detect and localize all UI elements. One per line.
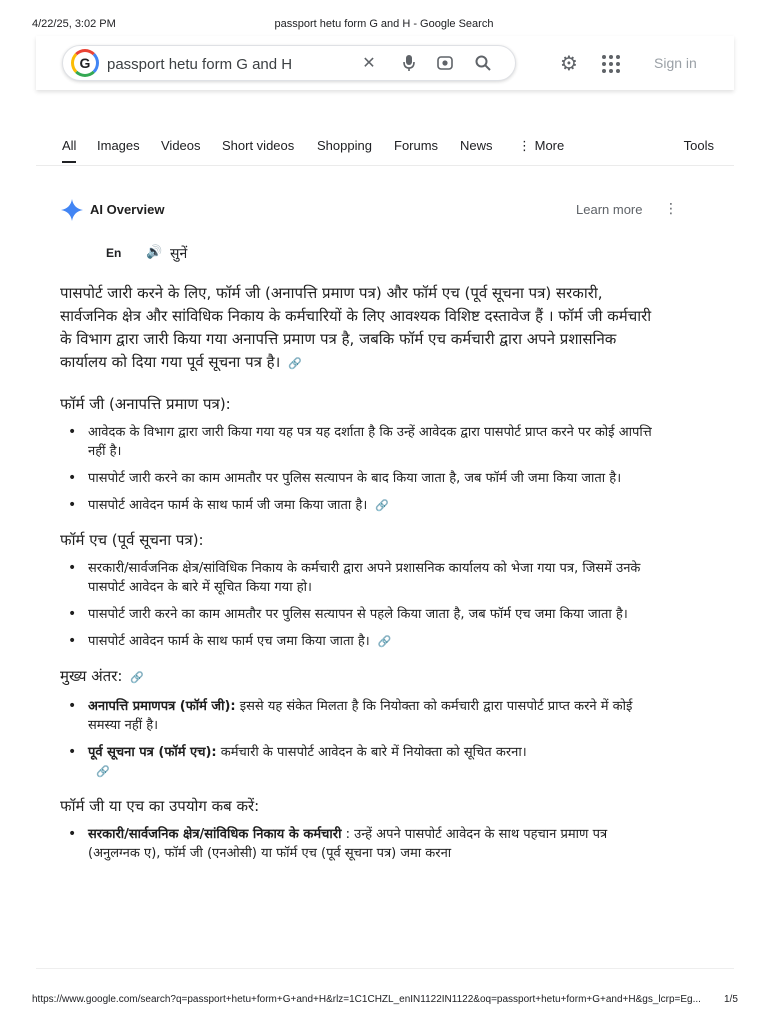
list-item bbox=[60, 496, 660, 515]
search-box[interactable] bbox=[62, 45, 516, 81]
tab-more[interactable] bbox=[518, 138, 564, 162]
tab-shopping[interactable]: Shopping bbox=[317, 138, 372, 153]
more-dots-icon: ⋮ bbox=[518, 138, 535, 153]
list-item bbox=[60, 825, 660, 863]
tab-more-label: More bbox=[534, 138, 565, 153]
print-page-number: 1/5 bbox=[724, 994, 738, 1005]
tab-news[interactable]: News bbox=[460, 138, 493, 153]
tab-short-videos[interactable]: Short videos bbox=[222, 138, 295, 153]
form-h-list bbox=[60, 559, 660, 651]
print-header bbox=[0, 18, 768, 34]
print-footer-url: https://www.google.com/search?q=passport+hetu+form+G+and+H&rlz=1C1CHZL_enIN1122IN1122&oq=passport+hetu+form+G+and+H&gs_lcrp=Eg... bbox=[32, 994, 701, 1005]
print-title: passport hetu form G and H - Google Search bbox=[274, 18, 494, 30]
differences-list bbox=[60, 697, 660, 781]
link-icon[interactable]: 🔗 bbox=[377, 635, 392, 648]
list-item: • सरकारी/सार्वजनिक क्षेत्र/सांविधिक निकाय के कर्मचारी द्वारा अपने प्रशासनिक कार्यालय को भेजा गया पत्र, जिसमें उनके पासपोर्ट आवेदन के बारे में सूचित किया गया हो। bbox=[60, 559, 660, 597]
search-tabs bbox=[36, 138, 734, 166]
close-icon[interactable]: ✕ bbox=[362, 55, 376, 72]
print-date: 4/22/25, 3:02 PM bbox=[32, 18, 116, 30]
list-item-text: : उन्हें अपने पासपोर्ट आवेदन के साथ पहचान प्रमाण पत्र (अनुलग्नक ए), फॉर्म जी (एनओसी) या फॉर्म एच (पूर्व सूचना पत्र) जमा करना bbox=[88, 827, 608, 861]
lens-icon[interactable] bbox=[435, 54, 455, 74]
section-title-differences bbox=[60, 665, 660, 689]
tab-forums[interactable]: Forums bbox=[394, 138, 439, 153]
sign-in-button[interactable]: Sign in bbox=[654, 55, 697, 71]
section-title-text: मुख्य अंतर: bbox=[60, 667, 123, 685]
tab-all[interactable]: All bbox=[62, 138, 76, 163]
link-icon[interactable]: 🔗 bbox=[288, 357, 302, 370]
list-item: • पासपोर्ट जारी करने का काम आमतौर पर पुलिस सत्यापन के बाद किया जाता है, जब फॉर्म जी जमा किया जाता है। bbox=[60, 469, 660, 488]
list-item: • आवेदक के विभाग द्वारा जारी किया गया यह पत्र यह दर्शाता है कि उन्हें आवेदक द्वारा पासपोर्ट प्राप्त करने पर कोई आपत्ति नहीं है। bbox=[60, 423, 660, 461]
more-options-icon[interactable]: ⋮ bbox=[664, 200, 678, 216]
mic-icon[interactable] bbox=[399, 54, 419, 74]
search-input[interactable] bbox=[107, 55, 357, 73]
list-item-bold: अनापत्ति प्रमाणपत्र (फॉर्म जी): bbox=[88, 699, 236, 714]
section-title-form-h: फॉर्म एच (पूर्व सूचना पत्र): bbox=[60, 531, 204, 549]
learn-more-link[interactable]: Learn more bbox=[576, 202, 643, 217]
intro-text: पासपोर्ट जारी करने के लिए, फॉर्म जी (अनापत्ति प्रमाण पत्र) और फॉर्म एच (पूर्व सूचना पत्र) सरकारी, सार्वजनिक क्षेत्र और सांविधिक निकाय के कर्मचारियों के लिए आवश्यक विशिष्ट दस्तावेज हैं । फॉर्म जी कर्मचारी के विभाग द्वारा जारी किया गया अनापत्ति प्रमाण पत्र है, जबकि फॉर्म एच कर्मचारी द्वारा अपने प्रशासनिक कार्यालय को दिया गया पूर्व सूचना पत्र है। bbox=[60, 284, 652, 371]
page-bottom-edge bbox=[36, 968, 734, 990]
gear-icon[interactable]: ⚙ bbox=[560, 53, 578, 75]
listen-button[interactable]: सुनें bbox=[170, 245, 188, 261]
tab-images[interactable]: Images bbox=[97, 138, 140, 153]
speaker-icon[interactable]: 🔊 bbox=[146, 244, 163, 259]
list-item bbox=[60, 632, 660, 651]
tools-button[interactable]: Tools bbox=[683, 138, 714, 153]
ai-sparkle-icon bbox=[60, 198, 84, 222]
tab-videos[interactable]: Videos bbox=[161, 138, 201, 153]
list-item-text: इससे यह संकेत मिलता है कि नियोक्ता को कर्मचारी द्वारा पासपोर्ट प्राप्त करने में कोई समस्या नहीं है। bbox=[88, 699, 633, 733]
apps-grid-icon[interactable] bbox=[602, 55, 620, 73]
form-g-list bbox=[60, 423, 660, 515]
ai-overview-content bbox=[60, 282, 660, 877]
google-logo[interactable] bbox=[71, 49, 99, 77]
language-toggle[interactable]: En bbox=[106, 246, 122, 260]
list-item bbox=[60, 743, 660, 781]
list-item bbox=[60, 697, 660, 735]
list-item-bold: सरकारी/सार्वजनिक क्षेत्र/सांविधिक निकाय के कर्मचारी bbox=[88, 827, 342, 842]
link-icon[interactable]: 🔗 bbox=[96, 765, 110, 778]
section-title-form-g: फॉर्म जी (अनापत्ति प्रमाण पत्र): bbox=[60, 395, 231, 413]
list-item-text: पासपोर्ट आवेदन फार्म के साथ फार्म जी जमा किया जाता है। bbox=[88, 498, 368, 513]
list-item: • पासपोर्ट जारी करने का काम आमतौर पर पुलिस सत्यापन से पहले किया जाता है, जब फॉर्म एच जमा किया जाता है। bbox=[60, 605, 660, 624]
link-icon[interactable]: 🔗 bbox=[375, 499, 389, 512]
search-icon[interactable] bbox=[473, 54, 493, 74]
list-item-bold: पूर्व सूचना पत्र (फॉर्म एच): bbox=[88, 745, 217, 760]
ai-overview-header bbox=[60, 198, 680, 222]
ai-overview-title: AI Overview bbox=[90, 202, 165, 217]
section-title-when: फॉर्म जी या एच का उपयोग कब करें: bbox=[60, 797, 260, 815]
intro-paragraph bbox=[60, 282, 660, 375]
search-header bbox=[36, 36, 734, 90]
list-item-text: पासपोर्ट आवेदन फार्म के साथ फार्म एच जमा किया जाता है। bbox=[88, 634, 370, 649]
when-list bbox=[60, 825, 660, 863]
list-item-text: कर्मचारी के पासपोर्ट आवेदन के बारे में नियोक्ता को सूचित करना। bbox=[216, 745, 527, 760]
link-icon[interactable]: 🔗 bbox=[130, 671, 145, 684]
google-logo-letter: G bbox=[79, 55, 91, 71]
